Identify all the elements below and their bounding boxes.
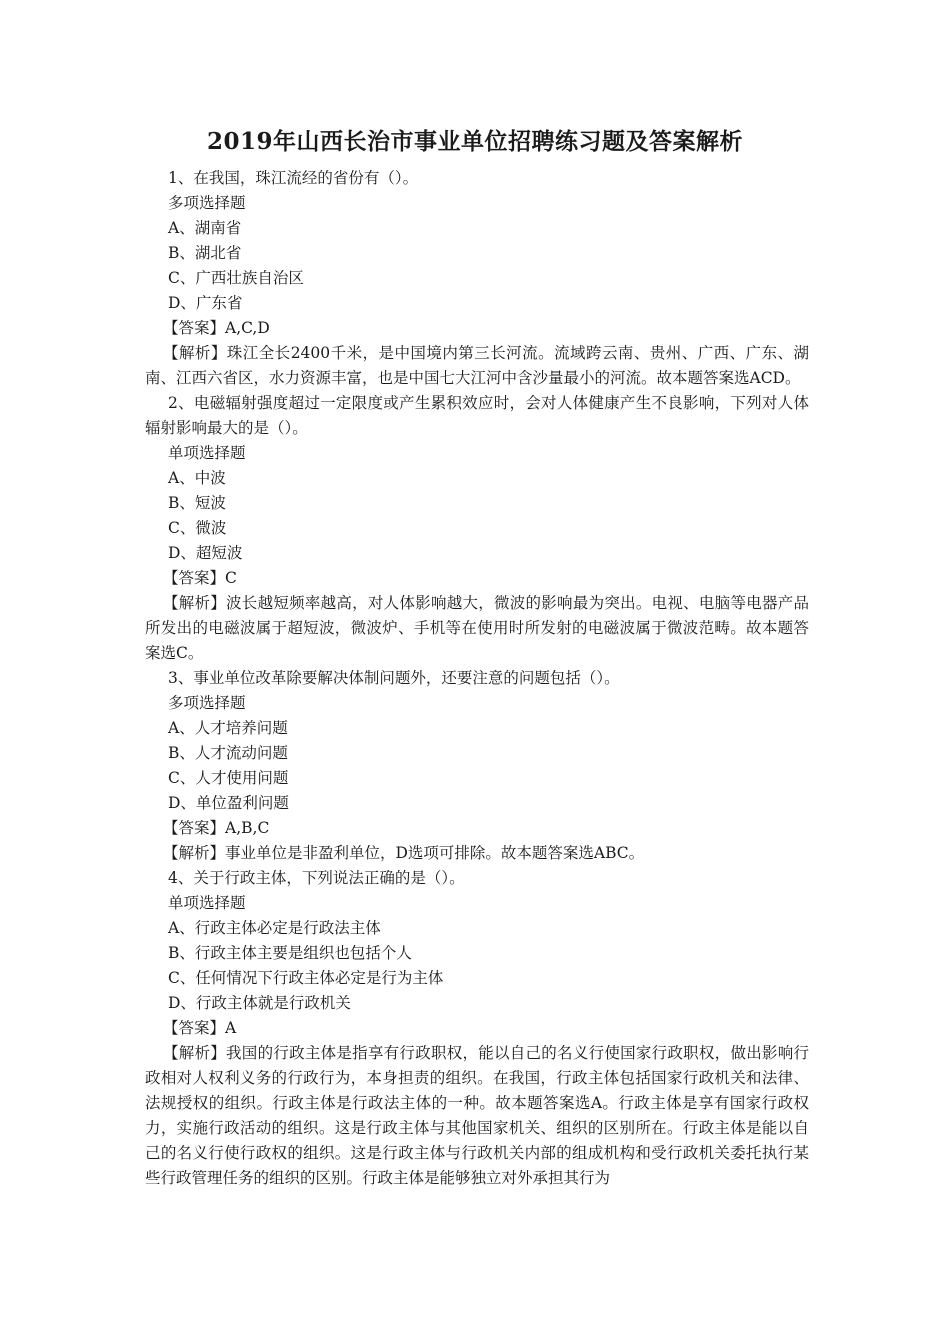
- option-a: A、行政主体必定是行政法主体: [168, 919, 381, 937]
- question-type: 单项选择题: [168, 894, 246, 912]
- question-stem: 3、事业单位改革除要解决体制问题外，还要注意的问题包括（）。: [168, 669, 620, 687]
- answer: 【答案】A,C,D: [163, 319, 270, 337]
- question-stem: 1、在我国，珠江流经的省份有（）。: [168, 169, 419, 187]
- option-a: A、人才培养问题: [168, 719, 288, 737]
- option-b: B、短波: [168, 494, 226, 512]
- answer: 【答案】A,B,C: [163, 819, 270, 837]
- question-block: [145, 391, 809, 666]
- option-d: D、广东省: [168, 294, 243, 312]
- document-body: [145, 166, 809, 1191]
- question-type: 多项选择题: [168, 194, 246, 212]
- option-c: C、广西壮族自治区: [168, 269, 304, 287]
- page-title: 2019年山西长治市事业单位招聘练习题及答案解析: [206, 128, 743, 155]
- option-b: B、行政主体主要是组织也包括个人: [168, 944, 412, 962]
- option-b: B、湖北省: [168, 244, 242, 262]
- option-d: D、超短波: [168, 544, 243, 562]
- question-block: [145, 166, 809, 391]
- explanation: 【解析】波长越短频率越高，对人体影响越大，微波的影响最为突出。电视、电脑等电器产品所发出的电磁波属于超短波，微波炉、手机等在使用时所发射的电磁波属于微波范畴。故本题答案选C。: [145, 594, 809, 662]
- question-block: [145, 666, 809, 866]
- question-block: [145, 866, 809, 1191]
- explanation: 【解析】事业单位是非盈利单位，D选项可排除。故本题答案选ABC。: [163, 844, 645, 862]
- option-d: D、单位盈利问题: [168, 794, 289, 812]
- option-a: A、中波: [168, 469, 226, 487]
- question-type: 多项选择题: [168, 694, 246, 712]
- question-stem: 4、关于行政主体，下列说法正确的是（）。: [168, 869, 465, 887]
- question-stem: 2、电磁辐射强度超过一定限度或产生累积效应时，会对人体健康产生不良影响，下列对人体辐射影响最大的是（）。: [145, 394, 809, 437]
- option-c: C、人才使用问题: [168, 769, 289, 787]
- explanation: 【解析】珠江全长2400千米，是中国境内第三长河流。流域跨云南、贵州、广西、广东、湖南、江西六省区，水力资源丰富，也是中国七大江河中含沙量最小的河流。故本题答案选ACD。: [145, 344, 809, 387]
- option-a: A、湖南省: [168, 219, 242, 237]
- answer: 【答案】C: [163, 569, 237, 587]
- option-b: B、人才流动问题: [168, 744, 288, 762]
- option-d: D、行政主体就是行政机关: [168, 994, 351, 1012]
- question-type: 单项选择题: [168, 444, 246, 462]
- option-c: C、任何情况下行政主体必定是行为主体: [168, 969, 444, 987]
- option-c: C、微波: [168, 519, 227, 537]
- explanation: 【解析】我国的行政主体是指享有行政职权，能以自己的名义行使国家行政职权，做出影响行政相对人权利义务的行政行为，本身担责的组织。在我国，行政主体包括国家行政机关和法律、法规授权的组织。行政主体是行政法主体的一种。故本题答案选A。行政主体是享有国家行政权力，实施行政活动的组织。这是行政主体与其他国家机关、组织的区别所在。行政主体是能以自己的名义行使行政权的组织。这是行政主体与行政机关内部的组成机构和受行政机关委托执行某些行政管理任务的组织的区别。行政主体是能够独立对外承担其行为: [145, 1044, 809, 1187]
- answer: 【答案】A: [163, 1019, 237, 1037]
